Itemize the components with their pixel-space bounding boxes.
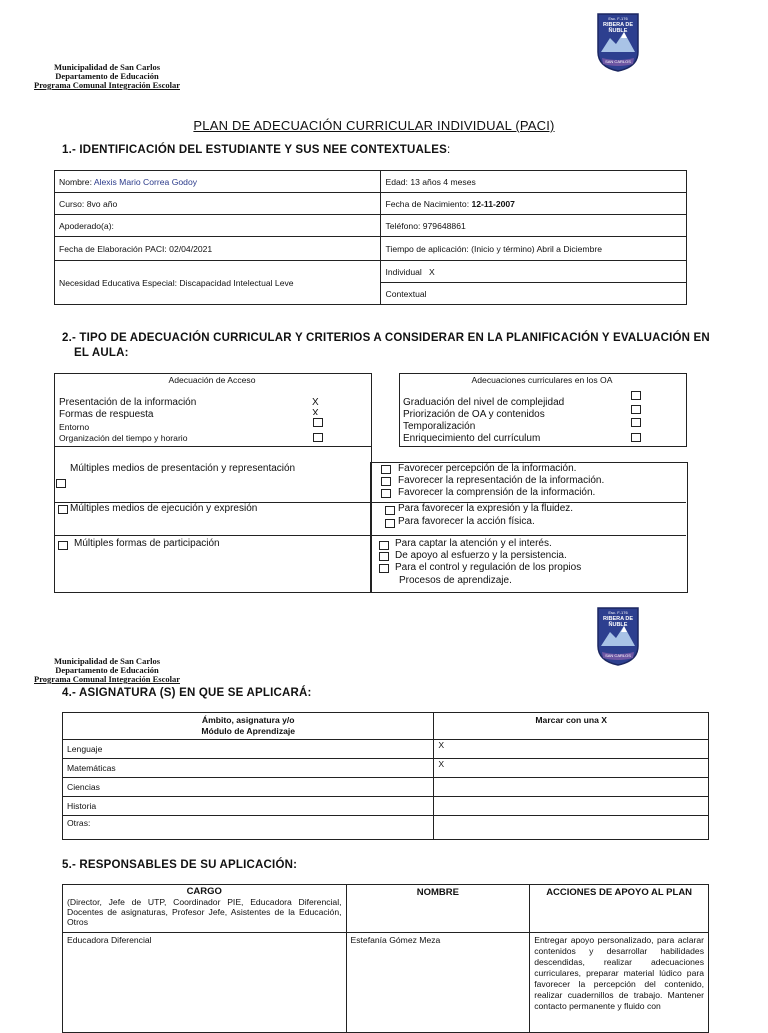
oa-item-enriquecimiento: Enriquecimiento del currículum [403,433,541,444]
checkbox-expresion[interactable] [385,506,395,515]
logo-name-line2: ÑUBLE [608,28,628,34]
acceso-item-organizacion: Organización del tiempo y horario [59,433,188,443]
table-row [63,759,709,778]
checkbox-atencion[interactable] [379,541,389,550]
student-identification-table [54,170,687,305]
logo2-top-text: Esc. F-176 [608,610,628,615]
logo-top-text: Esc. F-176 [608,16,628,21]
dua-presentacion-label: Múltiples medios de presentación y representación [70,463,296,474]
acceso-mark-formas: X [312,408,319,415]
edad-cell: Edad: 13 años 4 meses [381,171,687,193]
school-logo [596,12,640,72]
subject-name: Otras: [63,816,434,840]
checkbox-control[interactable] [379,564,389,573]
subject-name: Historia [63,797,434,816]
acceso-item-entorno: Entorno [59,422,90,432]
dua-ejecucion-item-1: Para favorecer la expresión y la fluidez. [398,503,574,514]
checkbox-enriquecimiento[interactable] [631,433,641,442]
curso-cell: Curso: 8vo año [55,193,381,215]
individual-mark: X [428,266,435,277]
responsables-header-nombre: NOMBRE [346,885,530,933]
acceso-title: Adecuación de Acceso [168,375,256,385]
cargo-description: (Director, Jefe de UTP, Coordinador PIE, Educadora Diferencial, Docentes de asignaturas, Profesor Jefe, Asistentes de la Educación, Otros [67,897,342,927]
section2-heading-line2: EL AULA: [74,347,129,359]
oa-title: Adecuaciones curriculares en los OA [471,375,613,385]
nombre-value: Alexis Mario Correa Godoy [93,176,198,187]
subject-name: Ciencias [63,778,434,797]
checkbox-organizacion[interactable] [313,433,323,442]
header-line-municipality: Municipalidad de San Carlos [53,62,161,72]
oa-item-graduacion: Graduación del nivel de complejidad [403,397,565,408]
apoderado-cell: Apoderado(a): [55,215,381,237]
checkbox-dua-participacion[interactable] [58,541,68,550]
responsable-nombre: Estefanía Gómez Meza [346,933,530,1033]
subjects-header-ambito [63,713,434,740]
dua-participacion-item-1: Para captar la atención y el interés. [395,538,552,549]
table-row [63,797,709,816]
dua-divider-right-2 [370,535,686,536]
checkbox-dua-ejecucion[interactable] [58,505,68,514]
dua-participacion-item-4: Procesos de aprendizaje. [399,575,512,586]
tiempo-aplicacion-cell: Tiempo de aplicación: (Inicio y término) Abril a Diciembre [381,237,687,261]
subject-mark[interactable] [434,816,709,840]
oa-item-temporalizacion: Temporalización [403,421,476,432]
fecha-elaboracion-cell: Fecha de Elaboración PACI: 02/04/2021 [55,237,381,261]
checkbox-graduacion[interactable] [631,391,641,400]
subject-mark[interactable] [434,778,709,797]
section2-heading [62,331,752,361]
dua-presentacion-item-3: Favorecer la comprensión de la información. [398,487,596,498]
fecha-nacimiento-label: Fecha de Nacimiento: [385,198,472,209]
logo-name-line1: RIBERA DE [602,22,634,28]
subject-mark[interactable] [434,797,709,816]
cargo-title: CARGO [186,886,222,897]
nee-cell: Necesidad Educativa Especial: Discapacidad Intelectual Leve [55,261,381,305]
school-logo-page2 [596,606,640,666]
municipality-header-page2 [32,657,182,684]
section2-heading-line1: 2.- TIPO DE ADECUACIÓN CURRICULAR Y CRITERIOS A CONSIDERAR EN LA PLANIFICACIÓN Y EVALUACIÓN EN [62,332,710,344]
checkbox-dua-presentacion[interactable] [56,479,66,488]
responsable-acciones: Entregar apoyo personalizado, para aclarar contenidos y desarrollar habilidades descendidas, realizar adecuaciones curriculares, preparar material lúdico para favorecer la percepción del contenido, realizar cuadernillos de trabajo. Mantener contacto permanente y fluido con [530,933,709,1033]
header-line-department: Departamento de Educación [55,71,159,81]
table-row [63,778,709,797]
checkbox-accion-fisica[interactable] [385,519,395,528]
table-row [63,933,709,1033]
header2-line-municipality: Municipalidad de San Carlos [53,656,161,666]
oa-item-priorizacion: Priorización de OA y contenidos [403,409,545,420]
responsables-header-acciones: ACCIONES DE APOYO AL PLAN [530,885,709,933]
dua-presentacion-item-2: Favorecer la representación de la información. [398,475,605,486]
individual-cell [381,261,687,283]
telefono-cell: Teléfono: 979648861 [381,215,687,237]
individual-label: Individual [385,266,422,277]
acceso-mark-presentacion: X [312,397,319,408]
checkbox-representacion[interactable] [381,477,391,486]
dua-divider-left-2 [54,535,370,536]
header2-line-program: Programa Comunal Integración Escolar [34,674,180,684]
table-row [63,740,709,759]
subjects-header-line2: Módulo de Aprendizaje [201,726,296,736]
table-row [63,816,709,840]
section1-heading-text: 1.- IDENTIFICACIÓN DEL ESTUDIANTE Y SUS NEE CONTEXTUALES [62,144,447,156]
dua-participacion-item-3: Para el control y regulación de los propios [395,562,582,573]
checkbox-comprension[interactable] [381,489,391,498]
subject-name: Matemáticas [63,759,434,778]
checkbox-priorizacion[interactable] [631,405,641,414]
contextual-cell: Contextual [381,283,687,305]
responsable-cargo: Educadora Diferencial [63,933,347,1033]
section1-heading [62,144,450,156]
logo2-name-line2: ÑUBLE [608,622,628,628]
nombre-label: Nombre: [59,176,94,187]
subject-mark[interactable]: X [434,759,709,778]
checkbox-temporalizacion[interactable] [631,418,641,427]
logo2-banner-text: SAN CARLOS [605,653,631,658]
document-title: PLAN DE ADECUACIÓN CURRICULAR INDIVIDUAL (PACI) [193,118,555,133]
dua-ejecucion-item-2: Para favorecer la acción física. [398,516,535,527]
header2-line-department: Departamento de Educación [55,665,159,675]
checkbox-percepcion[interactable] [381,465,391,474]
logo-banner-text: SAN CARLOS [605,59,631,64]
subject-mark[interactable]: X [434,740,709,759]
responsables-header-cargo [63,885,347,933]
dua-participacion-label: Múltiples formas de participación [74,538,220,549]
dua-presentacion-item-1: Favorecer percepción de la información. [398,463,577,474]
header-line-program: Programa Comunal Integración Escolar [34,80,180,90]
nombre-cell [55,171,381,193]
logo2-name-line1: RIBERA DE [602,616,634,622]
municipality-header [32,63,182,90]
subjects-header-line1: Ámbito, asignatura y/o [201,715,295,725]
fecha-nacimiento-cell [381,193,687,215]
checkbox-esfuerzo[interactable] [379,552,389,561]
subject-name: Lenguaje [63,740,434,759]
subjects-table [62,712,709,840]
responsables-table [62,884,709,1033]
dua-ejecucion-label: Múltiples medios de ejecución y expresión [70,503,258,514]
dua-participacion-item-2: De apoyo al esfuerzo y la persistencia. [395,550,567,561]
section5-heading: 5.- RESPONSABLES DE SU APLICACIÓN: [62,859,298,871]
section4-heading: 4.- ASIGNATURA (S) EN QUE SE APLICARÁ: [62,687,312,699]
acceso-item-presentacion: Presentación de la información [59,397,197,408]
fecha-nacimiento-value: 12-11-2007 [471,198,515,209]
acceso-item-formas: Formas de respuesta [59,409,154,420]
section1-heading-colon: : [447,144,451,156]
access-divider [54,446,371,447]
checkbox-entorno[interactable] [313,418,323,427]
subjects-header-marcar: Marcar con una X [434,713,709,740]
